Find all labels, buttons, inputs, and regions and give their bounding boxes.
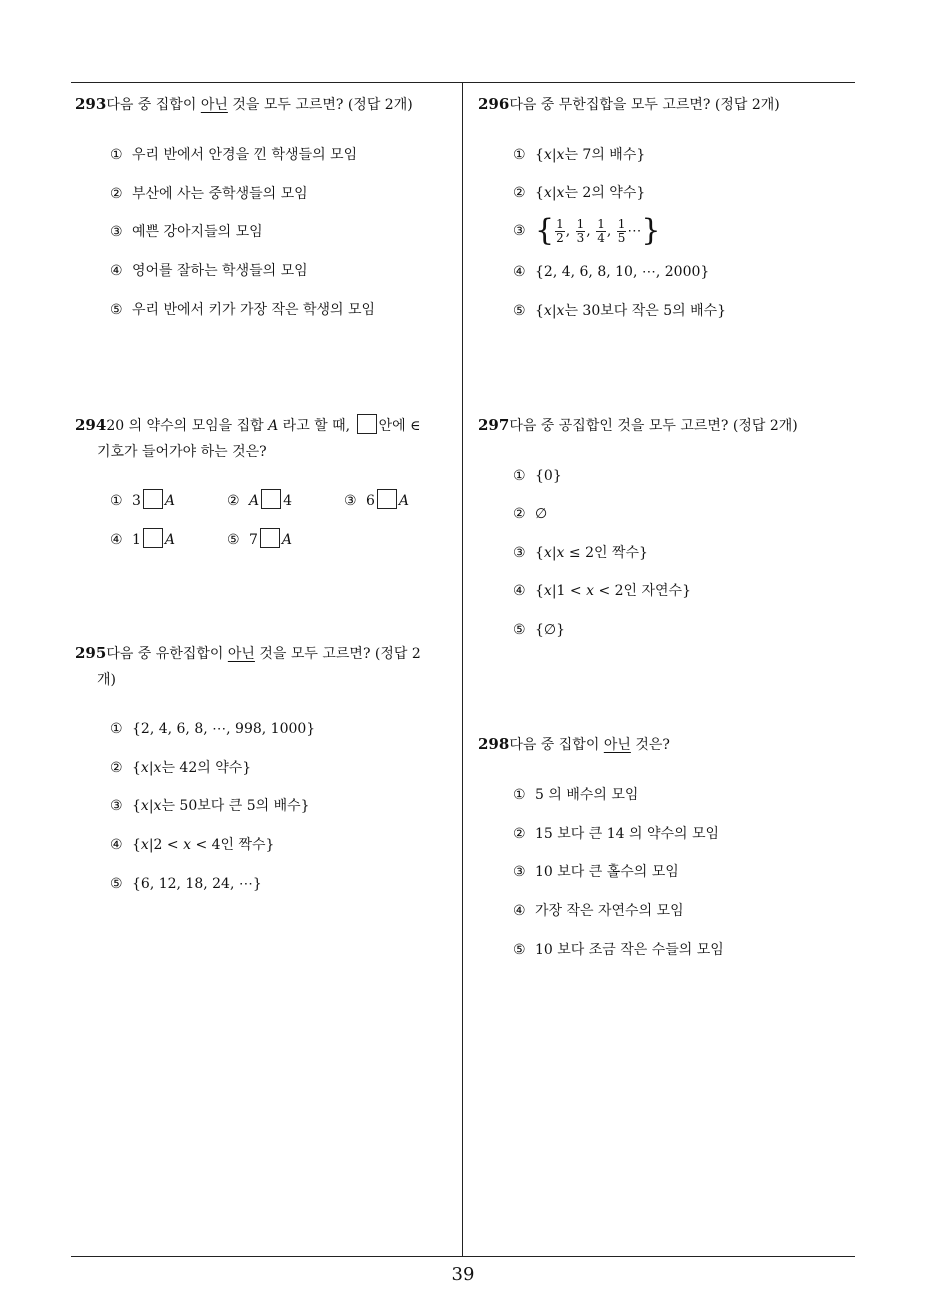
choice-296-1[interactable]: ① {x|x는 7의 배수} bbox=[513, 147, 646, 163]
choice-294-5[interactable]: ⑤ 7 A bbox=[227, 528, 292, 551]
problem-294: 29420 의 약수의 모임을 집합 A 라고 할 때, 안에 ∈ 기호가 들어가야 하는 것은? bbox=[75, 412, 460, 465]
blank-box bbox=[261, 489, 281, 509]
choice-293-2[interactable]: ② 부산에 사는 중학생들의 모임 bbox=[110, 186, 308, 202]
fraction: $\frac{1}{5}$ bbox=[617, 216, 626, 245]
choice-295-3[interactable]: ③ {x|x는 50보다 큰 5의 배수} bbox=[110, 798, 310, 814]
choice-295-5[interactable]: ⑤ {6, 12, 18, 24, ⋯} bbox=[110, 876, 262, 892]
blank-box bbox=[357, 414, 377, 434]
choice-294-1[interactable]: ① 3 A bbox=[110, 489, 175, 512]
choice-297-5[interactable]: ⑤ {∅} bbox=[513, 622, 566, 638]
problem-number: 295 bbox=[75, 644, 107, 662]
top-rule bbox=[71, 82, 855, 83]
problem-296-question: 296다음 중 무한집합을 모두 고르면? (정답 2개) bbox=[478, 95, 780, 113]
choice-297-3[interactable]: ③ {x|x ≤ 2인 짝수} bbox=[513, 545, 648, 561]
fraction: $\frac{1}{2}$ bbox=[556, 216, 564, 245]
blank-box bbox=[260, 528, 280, 548]
choice-293-3[interactable]: ③ 예쁜 강아지들의 모임 bbox=[110, 224, 263, 240]
problem-295: 295다음 중 유한집합이 아닌 것을 모두 고르면? (정답 2 개) bbox=[75, 640, 460, 693]
blank-box bbox=[143, 528, 163, 548]
choice-296-5[interactable]: ⑤ {x|x는 30보다 작은 5의 배수} bbox=[513, 303, 727, 319]
choice-293-4[interactable]: ④ 영어를 잘하는 학생들의 모임 bbox=[110, 263, 308, 279]
bottom-rule bbox=[71, 1256, 855, 1257]
choice-294-3[interactable]: ③ 6 A bbox=[344, 489, 409, 512]
underlined-word: 아닌 bbox=[227, 646, 255, 662]
problem-298-question: 298다음 중 집합이 아닌 것은? bbox=[478, 735, 670, 753]
choice-293-5[interactable]: ⑤ 우리 반에서 키가 가장 작은 학생의 모임 bbox=[110, 302, 376, 318]
fraction: $\frac{1}{4}$ bbox=[597, 216, 605, 245]
problem-number: 294 bbox=[75, 416, 107, 434]
choice-296-4[interactable]: ④ {2, 4, 6, 8, 10, ⋯, 2000} bbox=[513, 264, 710, 280]
choice-294-2[interactable]: ② A 4 bbox=[227, 489, 292, 512]
choice-296-2[interactable]: ② {x|x는 2의 약수} bbox=[513, 185, 646, 201]
choice-295-2[interactable]: ② {x|x는 42의 약수} bbox=[110, 760, 252, 776]
problem-294-question: 29420 의 약수의 모임을 집합 A 라고 할 때, 안에 ∈ bbox=[75, 416, 421, 434]
problem-number: 293 bbox=[75, 95, 107, 113]
problem-297-question: 297다음 중 공집합인 것을 모두 고르면? (정답 2개) bbox=[478, 416, 798, 434]
blank-box bbox=[377, 489, 397, 509]
problem-296 bbox=[478, 91, 853, 118]
choice-298-1[interactable]: ① 5 의 배수의 모임 bbox=[513, 787, 639, 803]
choice-295-4[interactable]: ④ {x|2 < x < 4인 짝수} bbox=[110, 837, 275, 853]
problem-293 bbox=[75, 91, 460, 118]
page-number: 39 bbox=[451, 1264, 475, 1285]
choice-296-3[interactable]: ③ { $\frac{1}{2}$ , $\frac{1}{3}$ , $\frac{1}{4}$ , $\frac{1}{5}$ ⋯} bbox=[513, 213, 661, 248]
choice-298-4[interactable]: ④ 가장 작은 자연수의 모임 bbox=[513, 903, 684, 919]
column-divider bbox=[462, 82, 463, 1257]
fraction: $\frac{1}{3}$ bbox=[576, 216, 585, 245]
problem-number: 298 bbox=[478, 735, 510, 753]
choice-297-2[interactable]: ② ∅ bbox=[513, 506, 548, 522]
choice-298-3[interactable]: ③ 10 보다 큰 홀수의 모임 bbox=[513, 864, 679, 880]
choice-297-4[interactable]: ④ {x|1 < x < 2인 자연수} bbox=[513, 583, 691, 599]
choice-294-4[interactable]: ④ 1 A bbox=[110, 528, 175, 551]
problem-295-question: 295다음 중 유한집합이 아닌 것을 모두 고르면? (정답 2 bbox=[75, 644, 421, 662]
choice-293-1[interactable]: ① 우리 반에서 안경을 낀 학생들의 모임 bbox=[110, 147, 358, 163]
problem-number: 296 bbox=[478, 95, 510, 113]
choice-298-5[interactable]: ⑤ 10 보다 조금 작은 수들의 모임 bbox=[513, 942, 724, 958]
choice-295-1[interactable]: ① {2, 4, 6, 8, ⋯, 998, 1000} bbox=[110, 721, 316, 737]
problem-297 bbox=[478, 412, 853, 439]
choice-297-1[interactable]: ① {0} bbox=[513, 468, 562, 484]
underlined-word: 아닌 bbox=[200, 97, 228, 113]
choice-298-2[interactable]: ② 15 보다 큰 14 의 약수의 모임 bbox=[513, 826, 720, 842]
underlined-word: 아닌 bbox=[603, 737, 631, 753]
problem-number: 297 bbox=[478, 416, 510, 434]
problem-293-question: 293다음 중 집합이 아닌 것을 모두 고르면? (정답 2개) bbox=[75, 95, 413, 113]
blank-box bbox=[143, 489, 163, 509]
problem-298 bbox=[478, 731, 853, 758]
